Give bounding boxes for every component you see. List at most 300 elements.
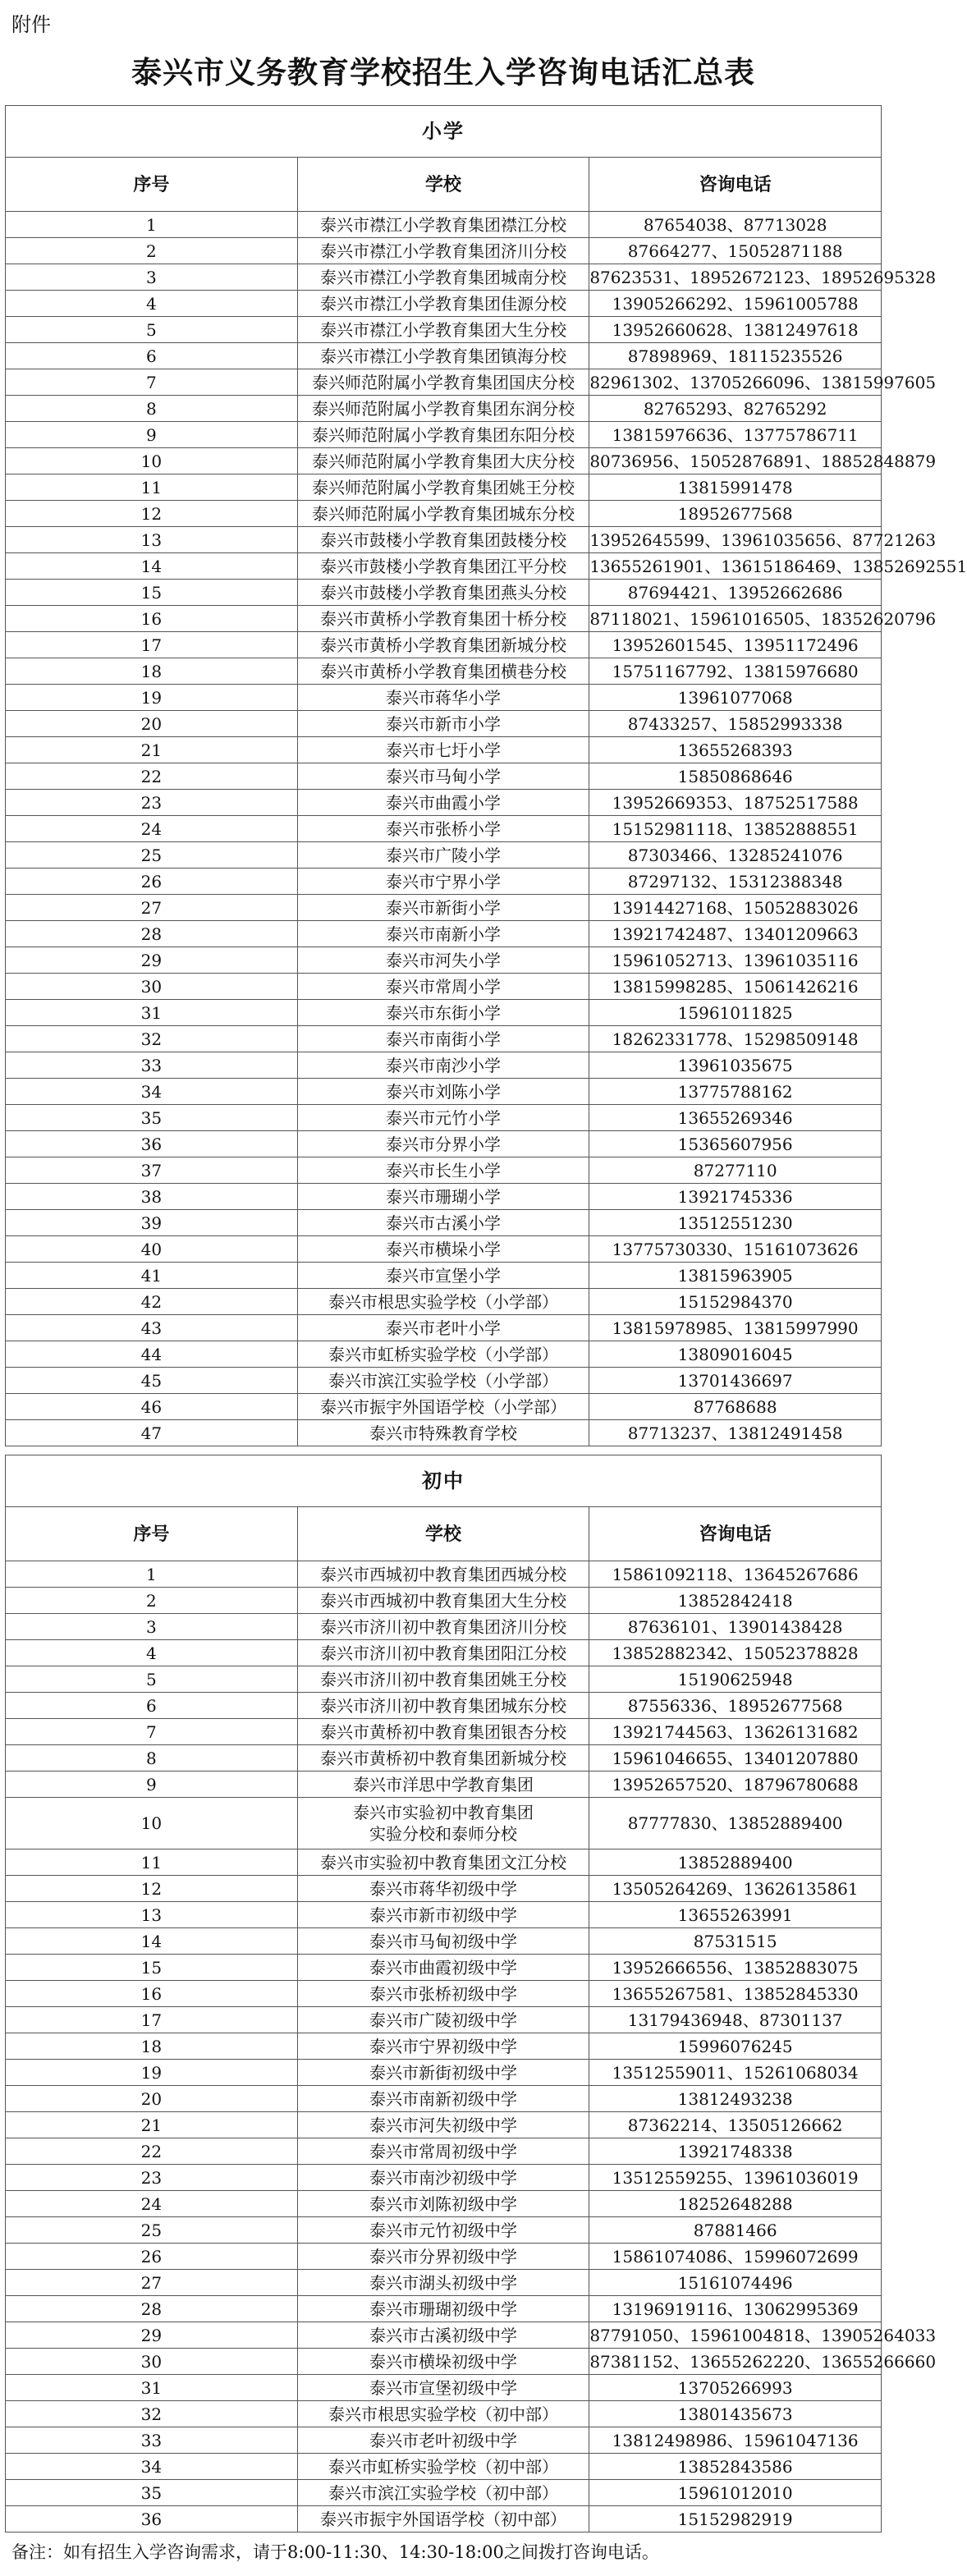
table-row — [6, 1693, 882, 1719]
school-name: 泰兴市虹桥实验学校（初中部） — [297, 2454, 589, 2480]
section-title: 初中 — [6, 1455, 882, 1507]
table-row — [6, 658, 882, 685]
row-no: 18 — [6, 658, 298, 685]
school-name: 泰兴市横垛小学 — [297, 1236, 589, 1263]
school-name: 泰兴市虹桥实验学校（小学部） — [297, 1341, 589, 1368]
phone-number: 13914427168、15052883026 — [589, 895, 882, 921]
phone-number: 15152984370 — [589, 1289, 882, 1315]
school-name: 泰兴师范附属小学教育集团姚王分校 — [297, 474, 589, 501]
row-no: 40 — [6, 1236, 298, 1263]
phone-number: 15190625948 — [589, 1666, 882, 1693]
school-name: 泰兴市马甸初级中学 — [297, 1928, 589, 1955]
table-row — [6, 1368, 882, 1394]
phone-number: 13905266292、15961005788 — [589, 291, 882, 317]
phone-number: 15961052713、13961035116 — [589, 947, 882, 974]
school-name: 泰兴市曲霞小学 — [297, 790, 589, 816]
primary-table — [5, 105, 967, 1446]
school-name: 泰兴市黄桥初中教育集团新城分校 — [297, 1745, 589, 1772]
table-row — [6, 2506, 882, 2532]
school-name: 泰兴市长生小学 — [297, 1157, 589, 1184]
row-no: 19 — [6, 685, 298, 711]
phone-number: 80736956、15052876891、18852848879 — [589, 448, 882, 474]
row-no: 32 — [6, 1026, 298, 1052]
school-name: 泰兴市新市初级中学 — [297, 1902, 589, 1928]
row-no: 17 — [6, 632, 298, 658]
table-row — [6, 1131, 882, 1157]
phone-number: 15996076245 — [589, 2033, 882, 2060]
phone-number: 87297132、15312388348 — [589, 869, 882, 895]
table-row — [6, 1157, 882, 1184]
primary-body — [6, 106, 967, 1446]
phone-number: 87768688 — [589, 1394, 882, 1420]
row-no: 3 — [6, 264, 298, 291]
table-row — [6, 2033, 882, 2060]
school-name: 泰兴市实验初中教育集团文江分校 — [297, 1849, 589, 1876]
header-phone: 咨询电话 — [589, 158, 882, 212]
table-row — [6, 2060, 882, 2086]
row-no: 38 — [6, 1184, 298, 1210]
school-name: 泰兴市古溪初级中学 — [297, 2322, 589, 2349]
school-name: 泰兴市南新小学 — [297, 921, 589, 947]
table-row — [6, 264, 882, 291]
school-name: 泰兴市马甸小学 — [297, 763, 589, 790]
table-row — [6, 2322, 882, 2349]
row-no: 25 — [6, 842, 298, 869]
phone-number: 13921744563、13626131682 — [589, 1719, 882, 1745]
row-no: 5 — [6, 317, 298, 343]
school-name: 泰兴市常周初级中学 — [297, 2138, 589, 2165]
phone-number: 15152981118、13852888551 — [589, 816, 882, 842]
school-name: 泰兴市襟江小学教育集团济川分校 — [297, 238, 589, 264]
phone-number: 13655261901、13615186469、13852692551 — [589, 553, 882, 580]
row-no: 34 — [6, 1079, 298, 1105]
school-name: 泰兴市新街初级中学 — [297, 2060, 589, 2086]
table-row — [6, 527, 882, 553]
table-row — [6, 2244, 882, 2270]
school-name: 泰兴市根思实验学校（初中部） — [297, 2401, 589, 2427]
table-row — [6, 842, 882, 869]
school-name: 泰兴市襟江小学教育集团大生分校 — [297, 317, 589, 343]
row-no: 33 — [6, 2427, 298, 2454]
phone-number: 13852842418 — [589, 1588, 882, 1614]
school-name: 泰兴市分界小学 — [297, 1131, 589, 1157]
row-no: 42 — [6, 1289, 298, 1315]
phone-number: 13952669353、18752517588 — [589, 790, 882, 816]
row-no: 1 — [6, 212, 298, 238]
row-no: 27 — [6, 895, 298, 921]
table-row — [6, 737, 882, 763]
row-no: 7 — [6, 369, 298, 396]
table-row — [6, 317, 882, 343]
row-no: 2 — [6, 238, 298, 264]
phone-number: 15961012010 — [589, 2480, 882, 2506]
school-name: 泰兴市济川初中教育集团城东分校 — [297, 1693, 589, 1719]
school-name: 泰兴市西城初中教育集团大生分校 — [297, 1588, 589, 1614]
table-row — [6, 1263, 882, 1289]
table-row — [6, 238, 882, 264]
school-name: 泰兴市振宇外国语学校（小学部） — [297, 1394, 589, 1420]
table-row — [6, 501, 882, 527]
table-row — [6, 1210, 882, 1236]
row-no: 22 — [6, 2138, 298, 2165]
school-name: 泰兴市张桥初级中学 — [297, 1981, 589, 2007]
phone-number: 13655263991 — [589, 1902, 882, 1928]
phone-number: 15850868646 — [589, 763, 882, 790]
school-name: 泰兴市实验初中教育集团 实验分校和泰师分校 — [297, 1798, 589, 1849]
table-row — [6, 632, 882, 658]
phone-number: 13196919116、13062995369 — [589, 2296, 882, 2322]
header-no: 序号 — [6, 1507, 298, 1561]
table-row — [6, 2007, 882, 2033]
table-row — [6, 1719, 882, 1745]
header-no: 序号 — [6, 158, 298, 212]
school-name: 泰兴市襟江小学教育集团襟江分校 — [297, 212, 589, 238]
phone-number: 13655269346 — [589, 1105, 882, 1131]
row-no: 36 — [6, 1131, 298, 1157]
school-name: 泰兴市河失小学 — [297, 947, 589, 974]
school-name: 泰兴市宁界初级中学 — [297, 2033, 589, 2060]
contact-sheet — [5, 105, 967, 2532]
school-name: 泰兴市西城初中教育集团西城分校 — [297, 1561, 589, 1588]
school-name: 泰兴市南新初级中学 — [297, 2086, 589, 2112]
table-row — [6, 1105, 882, 1131]
school-name: 泰兴市元竹小学 — [297, 1105, 589, 1131]
phone-number: 13815963905 — [589, 1263, 882, 1289]
school-name: 泰兴市黄桥小学教育集团新城分校 — [297, 632, 589, 658]
phone-number: 13775730330、15161073626 — [589, 1236, 882, 1263]
row-no: 4 — [6, 1640, 298, 1666]
row-no: 7 — [6, 1719, 298, 1745]
phone-number: 13701436697 — [589, 1368, 882, 1394]
table-row — [6, 1640, 882, 1666]
phone-number: 15861074086、15996072699 — [589, 2244, 882, 2270]
phone-number: 13815998285、15061426216 — [589, 974, 882, 1000]
page-title: 泰兴市义务教育学校招生入学咨询电话汇总表 — [131, 54, 755, 90]
phone-number: 13512551230 — [589, 1210, 882, 1236]
school-name: 泰兴市张桥小学 — [297, 816, 589, 842]
phone-number: 87118021、15961016505、18352620796 — [589, 606, 882, 632]
row-no: 2 — [6, 1588, 298, 1614]
school-name: 泰兴市老叶初级中学 — [297, 2427, 589, 2454]
row-no: 43 — [6, 1315, 298, 1341]
annex-label: 附件 — [11, 13, 51, 36]
school-name: 泰兴师范附属小学教育集团国庆分校 — [297, 369, 589, 396]
section-header-row — [6, 1455, 882, 1507]
school-name: 泰兴市老叶小学 — [297, 1315, 589, 1341]
school-name: 泰兴市鼓楼小学教育集团燕头分校 — [297, 580, 589, 606]
table-row — [6, 2349, 882, 2375]
phone-number: 87623531、18952672123、18952695328 — [589, 264, 882, 291]
row-no: 17 — [6, 2007, 298, 2033]
row-no: 11 — [6, 474, 298, 501]
table-row — [6, 396, 882, 422]
school-name: 泰兴市襟江小学教育集团镇海分校 — [297, 343, 589, 369]
table-row — [6, 2138, 882, 2165]
table-row — [6, 763, 882, 790]
row-no: 31 — [6, 1000, 298, 1026]
table-row — [6, 2217, 882, 2244]
row-no: 6 — [6, 1693, 298, 1719]
school-name: 泰兴市滨江实验学校（小学部） — [297, 1368, 589, 1394]
phone-number: 13512559255、13961036019 — [589, 2165, 882, 2191]
school-name: 泰兴市珊瑚小学 — [297, 1184, 589, 1210]
row-no: 35 — [6, 1105, 298, 1131]
row-no: 5 — [6, 1666, 298, 1693]
phone-number: 18952677568 — [589, 501, 882, 527]
table-row — [6, 2480, 882, 2506]
table-row — [6, 711, 882, 737]
phone-number: 13655268393 — [589, 737, 882, 763]
row-no: 39 — [6, 1210, 298, 1236]
row-no: 21 — [6, 737, 298, 763]
row-no: 28 — [6, 2296, 298, 2322]
phone-number: 87636101、13901438428 — [589, 1614, 882, 1640]
phone-number: 15365607956 — [589, 1131, 882, 1157]
row-no: 24 — [6, 2191, 298, 2217]
school-name: 泰兴市根思实验学校（小学部） — [297, 1289, 589, 1315]
school-name: 泰兴市振宇外国语学校（初中部） — [297, 2506, 589, 2532]
phone-number: 13852843586 — [589, 2454, 882, 2480]
row-no: 12 — [6, 1876, 298, 1902]
school-name: 泰兴市襟江小学教育集团城南分校 — [297, 264, 589, 291]
school-name: 泰兴师范附属小学教育集团东润分校 — [297, 396, 589, 422]
row-no: 16 — [6, 1981, 298, 2007]
school-name: 泰兴市横垛初级中学 — [297, 2349, 589, 2375]
school-name: 泰兴市黄桥初中教育集团银杏分校 — [297, 1719, 589, 1745]
phone-number: 15751167792、13815976680 — [589, 658, 882, 685]
school-name: 泰兴市刘陈小学 — [297, 1079, 589, 1105]
table-row — [6, 2375, 882, 2401]
table-row — [6, 1798, 882, 1849]
section-gap — [5, 1446, 882, 1455]
school-name: 泰兴市曲霞初级中学 — [297, 1955, 589, 1981]
phone-number: 13801435673 — [589, 2401, 882, 2427]
table-row — [6, 1876, 882, 1902]
phone-number: 13815976636、13775786711 — [589, 422, 882, 448]
table-row — [6, 1928, 882, 1955]
phone-number: 13815991478 — [589, 474, 882, 501]
phone-number: 13655267581、13852845330 — [589, 1981, 882, 2007]
row-no: 44 — [6, 1341, 298, 1368]
phone-number: 13952601545、13951172496 — [589, 632, 882, 658]
school-name: 泰兴市分界初级中学 — [297, 2244, 589, 2270]
table-row — [6, 580, 882, 606]
row-no: 11 — [6, 1849, 298, 1876]
phone-number: 13921742487、13401209663 — [589, 921, 882, 947]
school-name: 泰兴市珊瑚初级中学 — [297, 2296, 589, 2322]
row-no: 37 — [6, 1157, 298, 1184]
footnote: 备注：如有招生入学咨询需求，请于8:00-11:30、14:30-18:00之间拨打咨询电话。 — [11, 2542, 659, 2562]
school-name: 泰兴市刘陈初级中学 — [297, 2191, 589, 2217]
row-no: 19 — [6, 2060, 298, 2086]
table-row — [6, 291, 882, 317]
school-name: 泰兴市滨江实验学校（初中部） — [297, 2480, 589, 2506]
row-no: 22 — [6, 763, 298, 790]
column-header-row — [6, 158, 882, 212]
table-row — [6, 369, 882, 396]
row-no: 36 — [6, 2506, 298, 2532]
phone-number: 87654038、87713028 — [589, 212, 882, 238]
header-school: 学校 — [297, 1507, 589, 1561]
table-row — [6, 1561, 882, 1588]
phone-number: 18252648288 — [589, 2191, 882, 2217]
phone-number: 18262331778、15298509148 — [589, 1026, 882, 1052]
phone-number: 15152982919 — [589, 2506, 882, 2532]
row-no: 34 — [6, 2454, 298, 2480]
phone-number: 13852882342、15052378828 — [589, 1640, 882, 1666]
phone-number: 13815978985、13815997990 — [589, 1315, 882, 1341]
phone-number: 87791050、15961004818、13905264033 — [589, 2322, 882, 2349]
row-no: 12 — [6, 501, 298, 527]
table-row — [6, 1394, 882, 1420]
row-no: 24 — [6, 816, 298, 842]
table-row — [6, 448, 882, 474]
table-row — [6, 1666, 882, 1693]
phone-number: 13952660628、13812497618 — [589, 317, 882, 343]
school-name: 泰兴市广陵小学 — [297, 842, 589, 869]
phone-number: 87556336、18952677568 — [589, 1693, 882, 1719]
phone-number: 13921748338 — [589, 2138, 882, 2165]
table-row — [6, 212, 882, 238]
phone-number: 13705266993 — [589, 2375, 882, 2401]
school-name: 泰兴市蒋华初级中学 — [297, 1876, 589, 1902]
table-row — [6, 2112, 882, 2138]
phone-number: 13812498986、15961047136 — [589, 2427, 882, 2454]
school-name: 泰兴师范附属小学教育集团大庆分校 — [297, 448, 589, 474]
table-row — [6, 2454, 882, 2480]
school-name: 泰兴市常周小学 — [297, 974, 589, 1000]
table-row — [6, 685, 882, 711]
table-row — [6, 1420, 882, 1446]
school-name: 泰兴市洋思中学教育集团 — [297, 1772, 589, 1798]
school-name: 泰兴市东街小学 — [297, 1000, 589, 1026]
phone-number: 87881466 — [589, 2217, 882, 2244]
school-name: 泰兴市河失初级中学 — [297, 2112, 589, 2138]
phone-number: 13952657520、18796780688 — [589, 1772, 882, 1798]
section-title: 小学 — [6, 106, 882, 158]
header-phone: 咨询电话 — [589, 1507, 882, 1561]
row-no: 47 — [6, 1420, 298, 1446]
phone-number: 13952645599、13961035656、87721263 — [589, 527, 882, 553]
school-name: 泰兴市广陵初级中学 — [297, 2007, 589, 2033]
row-no: 45 — [6, 1368, 298, 1394]
row-no: 23 — [6, 790, 298, 816]
school-name: 泰兴市鼓楼小学教育集团江平分校 — [297, 553, 589, 580]
school-name: 泰兴师范附属小学教育集团城东分校 — [297, 501, 589, 527]
row-no: 6 — [6, 343, 298, 369]
table-row — [6, 1315, 882, 1341]
phone-number: 82961302、13705266096、13815997605 — [589, 369, 882, 396]
row-no: 9 — [6, 422, 298, 448]
table-row — [6, 606, 882, 632]
school-name: 泰兴市襟江小学教育集团佳源分校 — [297, 291, 589, 317]
table-row — [6, 2086, 882, 2112]
row-no: 4 — [6, 291, 298, 317]
table-row — [6, 974, 882, 1000]
table-row — [6, 1289, 882, 1315]
column-header-row — [6, 1507, 882, 1561]
table-row — [6, 1026, 882, 1052]
table-row — [6, 1614, 882, 1640]
row-no: 32 — [6, 2401, 298, 2427]
table-row — [6, 2165, 882, 2191]
school-name: 泰兴市七圩小学 — [297, 737, 589, 763]
row-no: 35 — [6, 2480, 298, 2506]
table-row — [6, 869, 882, 895]
phone-number: 15961046655、13401207880 — [589, 1745, 882, 1772]
table-row — [6, 1849, 882, 1876]
school-name: 泰兴市新街小学 — [297, 895, 589, 921]
phone-number: 13852889400 — [589, 1849, 882, 1876]
school-name: 泰兴市南街小学 — [297, 1026, 589, 1052]
phone-number: 87664277、15052871188 — [589, 238, 882, 264]
phone-number: 87777830、13852889400 — [589, 1798, 882, 1849]
row-no: 26 — [6, 869, 298, 895]
phone-number: 13812493238 — [589, 2086, 882, 2112]
row-no: 31 — [6, 2375, 298, 2401]
table-row — [6, 1981, 882, 2007]
phone-number: 13809016045 — [589, 1341, 882, 1368]
row-no: 30 — [6, 2349, 298, 2375]
table-row — [6, 921, 882, 947]
table-row — [6, 1955, 882, 1981]
school-name: 泰兴市宣堡小学 — [297, 1263, 589, 1289]
row-no: 23 — [6, 2165, 298, 2191]
row-no: 29 — [6, 2322, 298, 2349]
table-row — [6, 1745, 882, 1772]
school-name: 泰兴市南沙小学 — [297, 1052, 589, 1079]
row-no: 15 — [6, 1955, 298, 1981]
school-name: 泰兴市湖头初级中学 — [297, 2270, 589, 2296]
school-name: 泰兴市南沙初级中学 — [297, 2165, 589, 2191]
table-row — [6, 1902, 882, 1928]
table-row — [6, 2427, 882, 2454]
phone-number: 87381152、13655262220、13655266660 — [589, 2349, 882, 2375]
table-row — [6, 1000, 882, 1026]
school-name: 泰兴师范附属小学教育集团东阳分校 — [297, 422, 589, 448]
school-name: 泰兴市黄桥小学教育集团横巷分校 — [297, 658, 589, 685]
row-no: 13 — [6, 1902, 298, 1928]
table-row — [6, 1588, 882, 1614]
school-name: 泰兴市济川初中教育集团姚王分校 — [297, 1666, 589, 1693]
table-row — [6, 553, 882, 580]
row-no: 21 — [6, 2112, 298, 2138]
row-no: 9 — [6, 1772, 298, 1798]
row-no: 8 — [6, 396, 298, 422]
school-name: 泰兴市蒋华小学 — [297, 685, 589, 711]
row-no: 29 — [6, 947, 298, 974]
school-name: 泰兴市宁界小学 — [297, 869, 589, 895]
phone-number: 87433257、15852993338 — [589, 711, 882, 737]
table-row — [6, 422, 882, 448]
phone-number: 87362214、13505126662 — [589, 2112, 882, 2138]
table-row — [6, 1184, 882, 1210]
row-no: 1 — [6, 1561, 298, 1588]
row-no: 14 — [6, 553, 298, 580]
phone-number: 13952666556、13852883075 — [589, 1955, 882, 1981]
table-row — [6, 1772, 882, 1798]
table-row — [6, 947, 882, 974]
row-no: 14 — [6, 1928, 298, 1955]
phone-number: 87303466、13285241076 — [589, 842, 882, 869]
school-name: 泰兴市济川初中教育集团济川分校 — [297, 1614, 589, 1640]
school-name: 泰兴市新市小学 — [297, 711, 589, 737]
row-no: 27 — [6, 2270, 298, 2296]
table-row — [6, 1052, 882, 1079]
row-no: 25 — [6, 2217, 298, 2244]
phone-number: 87713237、13812491458 — [589, 1420, 882, 1446]
phone-number: 87898969、18115235526 — [589, 343, 882, 369]
